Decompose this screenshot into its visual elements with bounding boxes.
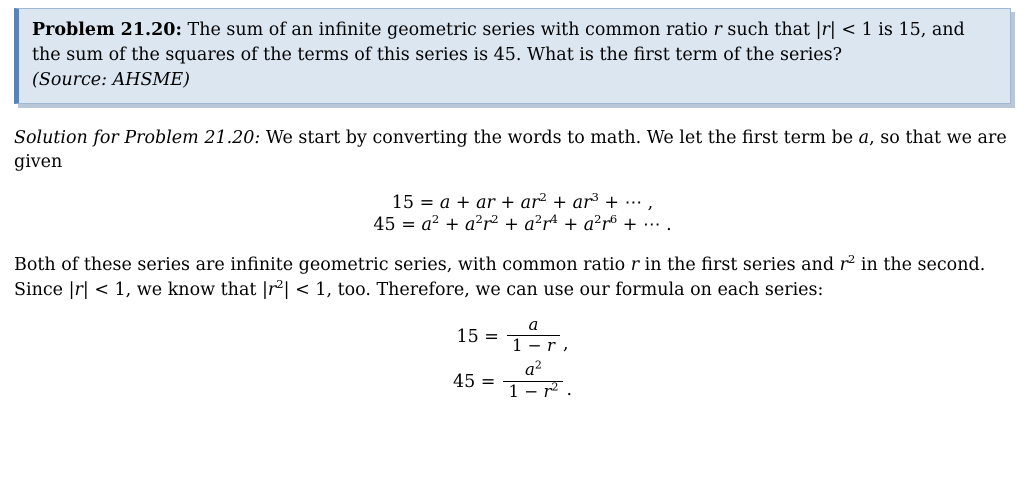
variable-r: r [267,280,277,301]
eq1-exponent-3: 3 [591,190,599,205]
frac2-num-var: a [525,360,535,380]
frac2-den-pre: 1 − [508,381,544,401]
variable-r: r [630,255,640,276]
para2-part5: | < 1, too. Therefore, we can use our formula on each series: [283,280,824,301]
solution-intro-part2: , so that we are given [14,127,1007,173]
eq2-term3-r-exp: 4 [550,212,558,227]
para2-r-exponent-2: 2 [276,277,284,292]
para2-part2: in the first series and [639,255,840,276]
frac2-den-exp: 2 [551,380,559,394]
frac1-denominator [507,335,560,355]
frac1-num-var: a [528,314,539,334]
problem-text-part2: such that | [721,20,822,40]
eq1-terms: a + ar + ar [439,193,540,214]
eq2-plus3: + a [557,215,595,236]
eq2-term2-a-exp: 2 [475,212,483,227]
eq2-term4-r-exp: 6 [609,212,618,227]
eq2-term4-r: r [601,215,610,236]
explanation-paragraph [14,253,1011,303]
eq2-term1: a [421,215,432,236]
frac1-numerator [507,316,560,335]
frac1-tail: , [562,334,569,355]
eq1-exponent-2: 2 [539,190,547,205]
frac2-tail: . [566,380,573,401]
frac1-lhs: 15 = [456,326,499,347]
problem-text-part3: | < 1 is 15, and the sum of the squares of the terms of this series is 45. What is the first term of the series? [32,20,965,65]
eq1-tail: + ⋯ , [598,193,654,214]
eq2-term4-a-exp: 2 [594,212,602,227]
equation-series-1 [20,190,1025,214]
eq2-term3-r: r [542,215,551,236]
variable-r: r [821,20,830,40]
eq1-lhs: 15 [391,193,415,214]
equation-fraction-1 [0,314,1025,357]
equation-series-2 [20,212,1025,236]
eq2-lhs: 45 [373,215,396,236]
problem-label: Problem 21.20: [32,20,182,40]
eq1-plus-term: + ar [546,193,592,214]
problem-source: (Source: AHSME) [32,69,191,90]
solution-label: Solution for Problem 21.20: [14,127,261,148]
frac1-den-pre: 1 − [511,336,547,356]
problem-statement-text [32,18,996,68]
eq2-tail: + ⋯ . [617,215,672,236]
frac1-den-var: r [547,336,555,356]
equation-block-series [0,190,1025,236]
equation-fraction-2 [0,358,1025,402]
variable-r: r [74,280,83,301]
eq2-plus1: + a [439,215,476,236]
solution-intro-part1: We start by converting the words to math. We let the first term be [265,127,859,148]
equation-block-fractions [0,314,1025,402]
eq2-term2-r: r [482,215,492,236]
para2-part1: Both of these series are infinite geometric series, with common ratio [14,255,631,276]
para2-r-exponent: 2 [847,252,856,267]
para2-part4: | < 1, we know that | [82,280,268,301]
eq2-term1-exp: 2 [431,212,440,227]
frac2-fraction [503,358,563,401]
variable-r: r [839,255,848,276]
frac2-denominator [503,381,563,401]
eq2-plus2: + a [498,215,535,236]
eq2-term2-r-exp: 2 [491,212,499,227]
variable-r: r [713,20,722,40]
variable-a: a [858,127,870,148]
frac2-den-var: r [543,381,552,401]
frac2-lhs: 45 = [452,372,496,393]
frac1-fraction [507,316,560,356]
problem-statement-box [14,8,1011,104]
document-page [0,8,1025,490]
para2-part3: in the second. Since | [14,255,986,301]
problem-text-part1: The sum of an infinite geometric series with common ratio [187,20,714,40]
eq2-equals: = [401,215,416,236]
eq2-term3-a-exp: 2 [534,212,543,227]
eq1-equals: = [419,193,435,214]
frac2-num-exp: 2 [534,358,542,372]
frac2-numerator [503,358,563,380]
solution-intro-paragraph [14,126,1011,176]
